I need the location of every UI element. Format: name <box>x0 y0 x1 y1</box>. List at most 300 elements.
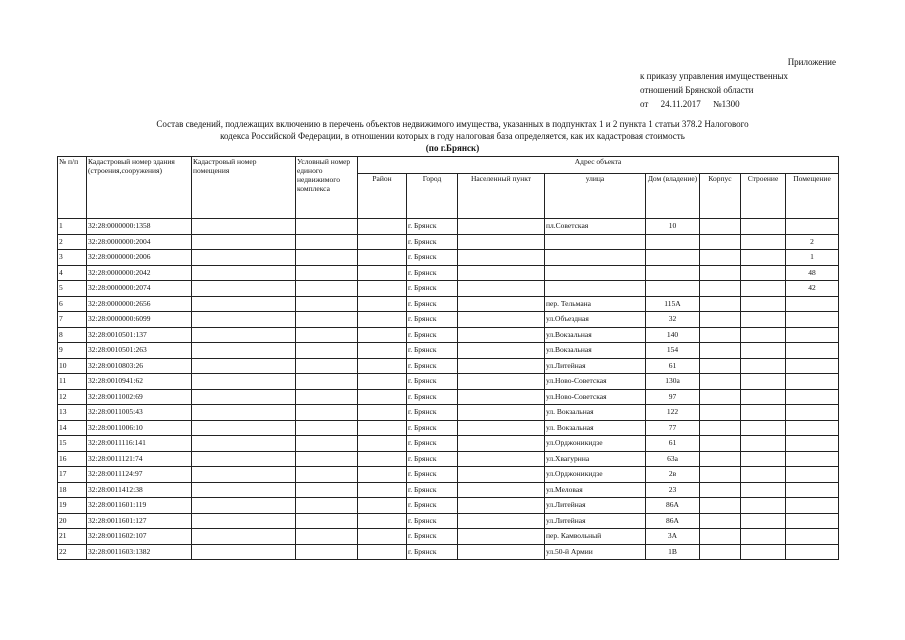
complex-number-cell <box>296 358 358 374</box>
title-line-2: кодекса Российской Федерации, в отношении которых в году налоговая база определяется, как их кадастровая стоимость <box>220 131 685 141</box>
order-line-2: отношений Брянской области <box>640 85 754 95</box>
district-cell <box>358 358 407 374</box>
city-cell: г. Брянск <box>407 296 458 312</box>
row-number-cell: 8 <box>58 327 87 343</box>
table-row <box>58 234 839 250</box>
building-cadastral-cell: 32:28:0011116:141 <box>87 436 192 452</box>
korpus-cell <box>700 250 741 266</box>
city-cell: г. Брянск <box>407 420 458 436</box>
settlement-cell <box>458 281 545 297</box>
pomeshchenie-cell <box>786 529 839 545</box>
city-cell: г. Брянск <box>407 327 458 343</box>
house-cell: 154 <box>646 343 700 359</box>
korpus-cell <box>700 389 741 405</box>
room-cadastral-cell <box>192 498 296 514</box>
building-cadastral-cell: 32:28:0000000:1358 <box>87 219 192 235</box>
district-cell <box>358 389 407 405</box>
street-cell <box>545 250 646 266</box>
complex-number-cell <box>296 467 358 483</box>
settlement-cell <box>458 467 545 483</box>
district-cell <box>358 250 407 266</box>
row-number-cell: 13 <box>58 405 87 421</box>
building-cadastral-cell: 32:28:0010941:62 <box>87 374 192 390</box>
district-cell <box>358 405 407 421</box>
complex-number-cell <box>296 234 358 250</box>
row-number-cell: 9 <box>58 343 87 359</box>
house-cell: 32 <box>646 312 700 328</box>
table-row <box>58 374 839 390</box>
col-room-cad-header: Кадастровый номер помещения <box>192 157 296 219</box>
house-cell: 61 <box>646 436 700 452</box>
building-cadastral-cell: 32:28:0011005:43 <box>87 405 192 421</box>
city-cell: г. Брянск <box>407 482 458 498</box>
row-number-cell: 11 <box>58 374 87 390</box>
building-cadastral-cell: 32:28:0011602:107 <box>87 529 192 545</box>
korpus-cell <box>700 420 741 436</box>
row-number-cell: 20 <box>58 513 87 529</box>
house-cell <box>646 234 700 250</box>
city-cell: г. Брянск <box>407 219 458 235</box>
pomeshchenie-cell: 48 <box>786 265 839 281</box>
building-cadastral-cell: 32:28:0010501:263 <box>87 343 192 359</box>
room-cadastral-cell <box>192 451 296 467</box>
row-number-cell: 15 <box>58 436 87 452</box>
complex-number-cell <box>296 436 358 452</box>
building-cadastral-cell: 32:28:0011603:1382 <box>87 544 192 560</box>
complex-number-cell <box>296 529 358 545</box>
building-cadastral-cell: 32:28:0000000:2004 <box>87 234 192 250</box>
row-number-cell: 2 <box>58 234 87 250</box>
pomeshchenie-cell <box>786 389 839 405</box>
room-cadastral-cell <box>192 513 296 529</box>
district-cell <box>358 343 407 359</box>
col-complex-header: Условный номер единого недвижимого комплекса <box>296 157 358 219</box>
room-cadastral-cell <box>192 482 296 498</box>
street-cell: ул.Ново-Советская <box>545 374 646 390</box>
street-cell: ул. Вокзальная <box>545 420 646 436</box>
col-num-header: № п/п <box>58 157 87 219</box>
house-cell: 2в <box>646 467 700 483</box>
pomeshchenie-cell <box>786 405 839 421</box>
room-cadastral-cell <box>192 436 296 452</box>
table-body <box>58 219 839 560</box>
street-cell <box>545 234 646 250</box>
korpus-cell <box>700 296 741 312</box>
street-cell: ул.Вокзальная <box>545 327 646 343</box>
city-cell: г. Брянск <box>407 498 458 514</box>
settlement-cell <box>458 234 545 250</box>
row-number-cell: 7 <box>58 312 87 328</box>
order-line-1: к приказу управления имущественных <box>640 71 789 81</box>
city-cell: г. Брянск <box>407 451 458 467</box>
city-cell: г. Брянск <box>407 389 458 405</box>
row-number-cell: 6 <box>58 296 87 312</box>
house-cell: 86А <box>646 498 700 514</box>
settlement-cell <box>458 265 545 281</box>
row-number-cell: 17 <box>58 467 87 483</box>
row-number-cell: 3 <box>58 250 87 266</box>
stroenie-cell <box>741 544 786 560</box>
col-settlement-header: Населенный пункт <box>458 174 545 219</box>
street-cell: ул.Орджоникидзе <box>545 467 646 483</box>
pomeshchenie-cell <box>786 420 839 436</box>
pomeshchenie-cell <box>786 358 839 374</box>
complex-number-cell <box>296 544 358 560</box>
street-cell: ул.50-й Армии <box>545 544 646 560</box>
house-cell: 140 <box>646 327 700 343</box>
pomeshchenie-cell <box>786 343 839 359</box>
col-street-header: улица <box>545 174 646 219</box>
city-cell: г. Брянск <box>407 513 458 529</box>
city-cell: г. Брянск <box>407 544 458 560</box>
korpus-cell <box>700 451 741 467</box>
complex-number-cell <box>296 451 358 467</box>
settlement-cell <box>458 250 545 266</box>
korpus-cell <box>700 343 741 359</box>
pomeshchenie-cell: 1 <box>786 250 839 266</box>
pomeshchenie-cell <box>786 436 839 452</box>
row-number-cell: 21 <box>58 529 87 545</box>
district-cell <box>358 529 407 545</box>
complex-number-cell <box>296 498 358 514</box>
district-cell <box>358 544 407 560</box>
city-cell: г. Брянск <box>407 358 458 374</box>
pomeshchenie-cell <box>786 312 839 328</box>
pomeshchenie-cell: 42 <box>786 281 839 297</box>
building-cadastral-cell: 32:28:0000000:6099 <box>87 312 192 328</box>
street-cell: ул. Вокзальная <box>545 405 646 421</box>
korpus-cell <box>700 234 741 250</box>
city-cell: г. Брянск <box>407 405 458 421</box>
pomeshchenie-cell <box>786 498 839 514</box>
row-number-cell: 16 <box>58 451 87 467</box>
city-cell: г. Брянск <box>407 234 458 250</box>
settlement-cell <box>458 312 545 328</box>
order-date: 24.11.2017 <box>660 99 701 109</box>
complex-number-cell <box>296 281 358 297</box>
korpus-cell <box>700 374 741 390</box>
col-stroenie-header: Строение <box>741 174 786 219</box>
house-cell <box>646 281 700 297</box>
street-cell: ул.Меловая <box>545 482 646 498</box>
complex-number-cell <box>296 420 358 436</box>
stroenie-cell <box>741 219 786 235</box>
house-cell: 1В <box>646 544 700 560</box>
table-row <box>58 296 839 312</box>
title-line-1: Состав сведений, подлежащих включению в перечень объектов недвижимого имущества, указанных в подпунктах 1 и 2 пункта 1 статьи 378.2 Налогового <box>156 119 749 129</box>
settlement-cell <box>458 374 545 390</box>
district-cell <box>358 374 407 390</box>
house-cell: 10 <box>646 219 700 235</box>
col-address-header: Адрес объекта <box>358 157 839 174</box>
korpus-cell <box>700 544 741 560</box>
settlement-cell <box>458 327 545 343</box>
city-cell: г. Брянск <box>407 436 458 452</box>
stroenie-cell <box>741 436 786 452</box>
korpus-cell <box>700 467 741 483</box>
row-number-cell: 1 <box>58 219 87 235</box>
city-cell: г. Брянск <box>407 312 458 328</box>
room-cadastral-cell <box>192 358 296 374</box>
room-cadastral-cell <box>192 467 296 483</box>
settlement-cell <box>458 513 545 529</box>
district-cell <box>358 327 407 343</box>
complex-number-cell <box>296 513 358 529</box>
pomeshchenie-cell <box>786 513 839 529</box>
building-cadastral-cell: 32:28:0011601:119 <box>87 498 192 514</box>
korpus-cell <box>700 219 741 235</box>
complex-number-cell <box>296 219 358 235</box>
complex-number-cell <box>296 265 358 281</box>
district-cell <box>358 482 407 498</box>
house-cell <box>646 250 700 266</box>
date-prefix: от <box>640 99 649 109</box>
korpus-cell <box>700 513 741 529</box>
table-row <box>58 498 839 514</box>
row-number-cell: 18 <box>58 482 87 498</box>
title-city: (по г.Брянск) <box>425 143 480 153</box>
korpus-cell <box>700 405 741 421</box>
pomeshchenie-cell <box>786 374 839 390</box>
room-cadastral-cell <box>192 250 296 266</box>
building-cadastral-cell: 32:28:0011601:127 <box>87 513 192 529</box>
pomeshchenie-cell <box>786 327 839 343</box>
table-row <box>58 451 839 467</box>
pomeshchenie-cell <box>786 482 839 498</box>
building-cadastral-cell: 32:28:0000000:2042 <box>87 265 192 281</box>
stroenie-cell <box>741 265 786 281</box>
pomeshchenie-cell <box>786 451 839 467</box>
street-cell: ул.Орджоникидзе <box>545 436 646 452</box>
stroenie-cell <box>741 281 786 297</box>
table-row <box>58 405 839 421</box>
house-cell: 122 <box>646 405 700 421</box>
street-cell: ул.Вокзальная <box>545 343 646 359</box>
table-row <box>58 482 839 498</box>
settlement-cell <box>458 405 545 421</box>
settlement-cell <box>458 296 545 312</box>
settlement-cell <box>458 482 545 498</box>
city-cell: г. Брянск <box>407 250 458 266</box>
stroenie-cell <box>741 389 786 405</box>
stroenie-cell <box>741 467 786 483</box>
district-cell <box>358 234 407 250</box>
district-cell <box>358 296 407 312</box>
house-cell: 63а <box>646 451 700 467</box>
district-cell <box>358 436 407 452</box>
room-cadastral-cell <box>192 219 296 235</box>
street-cell: ул.Литейная <box>545 358 646 374</box>
building-cadastral-cell: 32:28:0000000:2656 <box>87 296 192 312</box>
korpus-cell <box>700 358 741 374</box>
stroenie-cell <box>741 296 786 312</box>
row-number-cell: 14 <box>58 420 87 436</box>
pomeshchenie-cell <box>786 467 839 483</box>
stroenie-cell <box>741 312 786 328</box>
table-row <box>58 420 839 436</box>
stroenie-cell <box>741 343 786 359</box>
col-district-header: Район <box>358 174 407 219</box>
street-cell <box>545 281 646 297</box>
table-row <box>58 529 839 545</box>
pomeshchenie-cell <box>786 219 839 235</box>
stroenie-cell <box>741 234 786 250</box>
house-cell: 86А <box>646 513 700 529</box>
district-cell <box>358 513 407 529</box>
stroenie-cell <box>741 405 786 421</box>
district-cell <box>358 265 407 281</box>
pomeshchenie-cell: 2 <box>786 234 839 250</box>
room-cadastral-cell <box>192 374 296 390</box>
table-row <box>58 513 839 529</box>
korpus-cell <box>700 281 741 297</box>
table-row <box>58 265 839 281</box>
stroenie-cell <box>741 482 786 498</box>
table-row <box>58 327 839 343</box>
korpus-cell <box>700 436 741 452</box>
stroenie-cell <box>741 374 786 390</box>
room-cadastral-cell <box>192 234 296 250</box>
stroenie-cell <box>741 498 786 514</box>
room-cadastral-cell <box>192 265 296 281</box>
complex-number-cell <box>296 482 358 498</box>
city-cell: г. Брянск <box>407 265 458 281</box>
appendix-label: Приложение <box>787 57 836 67</box>
room-cadastral-cell <box>192 343 296 359</box>
table-row <box>58 358 839 374</box>
col-city-header: Город <box>407 174 458 219</box>
settlement-cell <box>458 436 545 452</box>
table-row <box>58 544 839 560</box>
building-cadastral-cell: 32:28:0010501:137 <box>87 327 192 343</box>
district-cell <box>358 312 407 328</box>
city-cell: г. Брянск <box>407 281 458 297</box>
col-building-header: Кадастровый номер здания (строения,сооружения) <box>87 157 192 219</box>
settlement-cell <box>458 529 545 545</box>
room-cadastral-cell <box>192 312 296 328</box>
district-cell <box>358 498 407 514</box>
pomeshchenie-cell <box>786 296 839 312</box>
complex-number-cell <box>296 327 358 343</box>
settlement-cell <box>458 358 545 374</box>
row-number-cell: 19 <box>58 498 87 514</box>
complex-number-cell <box>296 374 358 390</box>
order-date-line <box>640 97 836 111</box>
city-cell: г. Брянск <box>407 529 458 545</box>
street-cell: ул.Хвагурнна <box>545 451 646 467</box>
building-cadastral-cell: 32:28:0011121:74 <box>87 451 192 467</box>
house-cell: 115А <box>646 296 700 312</box>
pomeshchenie-cell <box>786 544 839 560</box>
city-cell: г. Брянск <box>407 467 458 483</box>
row-number-cell: 12 <box>58 389 87 405</box>
order-number: №1300 <box>713 99 740 109</box>
row-number-cell: 5 <box>58 281 87 297</box>
street-cell: ул.Литейная <box>545 498 646 514</box>
house-cell: 77 <box>646 420 700 436</box>
complex-number-cell <box>296 405 358 421</box>
room-cadastral-cell <box>192 529 296 545</box>
street-cell: пл.Советская <box>545 219 646 235</box>
table-row <box>58 250 839 266</box>
korpus-cell <box>700 327 741 343</box>
street-cell: ул.Литейная <box>545 513 646 529</box>
building-cadastral-cell: 32:28:0011002:69 <box>87 389 192 405</box>
building-cadastral-cell: 32:28:0011006:10 <box>87 420 192 436</box>
room-cadastral-cell <box>192 420 296 436</box>
settlement-cell <box>458 420 545 436</box>
row-number-cell: 22 <box>58 544 87 560</box>
street-cell: пер. Камвольный <box>545 529 646 545</box>
complex-number-cell <box>296 389 358 405</box>
district-cell <box>358 281 407 297</box>
room-cadastral-cell <box>192 281 296 297</box>
property-table <box>57 156 839 560</box>
stroenie-cell <box>741 327 786 343</box>
district-cell <box>358 420 407 436</box>
stroenie-cell <box>741 529 786 545</box>
document-header <box>640 55 836 111</box>
complex-number-cell <box>296 250 358 266</box>
complex-number-cell <box>296 312 358 328</box>
korpus-cell <box>700 265 741 281</box>
document-title <box>0 118 905 154</box>
house-cell: 97 <box>646 389 700 405</box>
col-korpus-header: Корпус <box>700 174 741 219</box>
korpus-cell <box>700 312 741 328</box>
street-cell: пер. Тельмана <box>545 296 646 312</box>
building-cadastral-cell: 32:28:0000000:2074 <box>87 281 192 297</box>
table-row <box>58 389 839 405</box>
building-cadastral-cell: 32:28:0000000:2006 <box>87 250 192 266</box>
building-cadastral-cell: 32:28:0011124:97 <box>87 467 192 483</box>
col-pomeshchenie-header: Помещение <box>786 174 839 219</box>
table-row <box>58 312 839 328</box>
street-cell <box>545 265 646 281</box>
korpus-cell <box>700 529 741 545</box>
table-row <box>58 467 839 483</box>
settlement-cell <box>458 498 545 514</box>
row-number-cell: 4 <box>58 265 87 281</box>
table-row <box>58 343 839 359</box>
col-house-header: Дом (владение) <box>646 174 700 219</box>
city-cell: г. Брянск <box>407 374 458 390</box>
korpus-cell <box>700 498 741 514</box>
house-cell: 23 <box>646 482 700 498</box>
room-cadastral-cell <box>192 296 296 312</box>
row-number-cell: 10 <box>58 358 87 374</box>
district-cell <box>358 219 407 235</box>
settlement-cell <box>458 389 545 405</box>
room-cadastral-cell <box>192 544 296 560</box>
stroenie-cell <box>741 250 786 266</box>
settlement-cell <box>458 219 545 235</box>
city-cell: г. Брянск <box>407 343 458 359</box>
room-cadastral-cell <box>192 327 296 343</box>
settlement-cell <box>458 544 545 560</box>
table-row <box>58 219 839 235</box>
district-cell <box>358 451 407 467</box>
stroenie-cell <box>741 513 786 529</box>
house-cell: 61 <box>646 358 700 374</box>
room-cadastral-cell <box>192 389 296 405</box>
complex-number-cell <box>296 343 358 359</box>
table-row <box>58 436 839 452</box>
korpus-cell <box>700 482 741 498</box>
district-cell <box>358 467 407 483</box>
settlement-cell <box>458 343 545 359</box>
table-row <box>58 281 839 297</box>
